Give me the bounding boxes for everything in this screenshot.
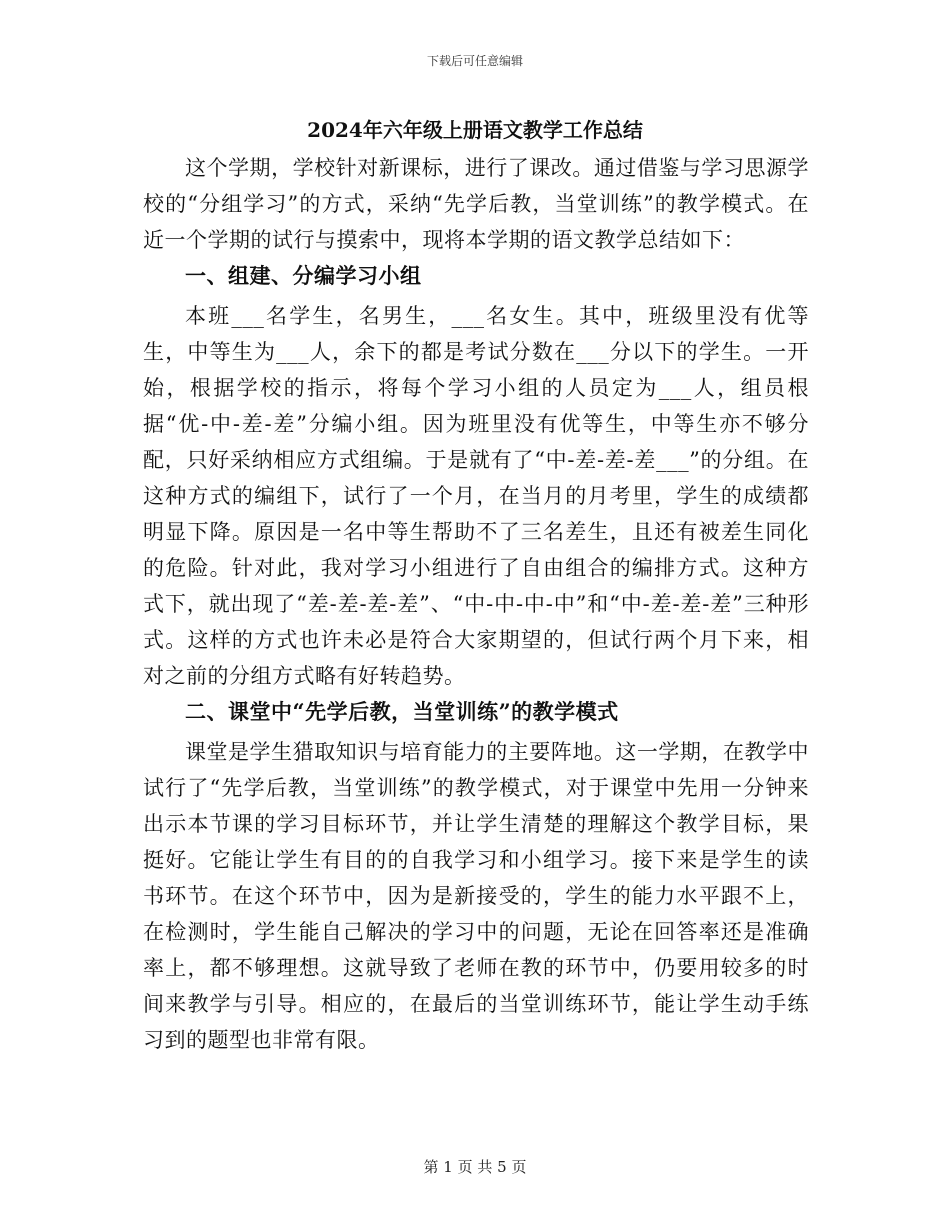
document-body [143, 150, 809, 1058]
section-paragraph-2: 课堂是学生猎取知识与培育能力的主要阵地。这一学期，在教学中试行了“先学后教，当堂训练”的教学模式，对于课堂中先用一分钟来出示本节课的学习目标环节，并让学生清楚的理解这个教学目标，果挺好。它能让学生有目的的自我学习和小组学习。接下来是学生的读书环节。在这个环节中，因为是新接受的，学生的能力水平跟不上，在检测时，学生能自己解决的学习中的问题，无论在回答率还是准确率上，都不够理想。这就导致了老师在教的环节中，仍要用较多的时间来教学与引导。相应的，在最后的当堂训练环节，能让学生动手练习到的题型也非常有限。 [143, 740, 809, 1052]
intro-paragraph: 这个学期，学校针对新课标，进行了课改。通过借鉴与学习思源学校的“分组学习”的方式，采纳“先学后教，当堂训练”的教学模式。在近一个学期的试行与摸索中，现将本学期的语文教学总结如下： [143, 156, 809, 252]
section-heading-2: 二、课堂中“先学后教，当堂训练”的教学模式 [185, 699, 619, 724]
page-footer: 第 1 页 共 5 页 [423, 1158, 527, 1176]
document-title: 2024年六年级上册语文教学工作总结 [307, 118, 643, 142]
section-heading-1: 一、组建、分编学习小组 [185, 263, 422, 288]
page-header: 下载后可任意编辑 [426, 54, 523, 68]
section-paragraph-1: 本班___名学生，名男生，___名女生。其中，班级里没有优等生，中等生为___人，余下的都是考试分数在___分以下的学生。一开始，根据学校的指示，将每个学习小组的人员定为___人，组员根据“优-中-差-差”分编小组。因为班里没有优等生，中等生亦不够分配，只好采纳相应方式组编。于是就有了“中-差-差-差___”的分组。在这种方式的编组下，试行了一个月，在当月的月考里，学生的成绩都明显下降。原因是一名中等生帮助不了三名差生，且还有被差生同化的危险。针对此，我对学习小组进行了自由组合的编排方式。这种方式下，就出现了“差-差-差-差”、“中-中-中-中”和“中-差-差-差”三种形式。这样的方式也许未必是符合大家期望的，但试行两个月下来，相对之前的分组方式略有好转趋势。 [143, 304, 809, 688]
